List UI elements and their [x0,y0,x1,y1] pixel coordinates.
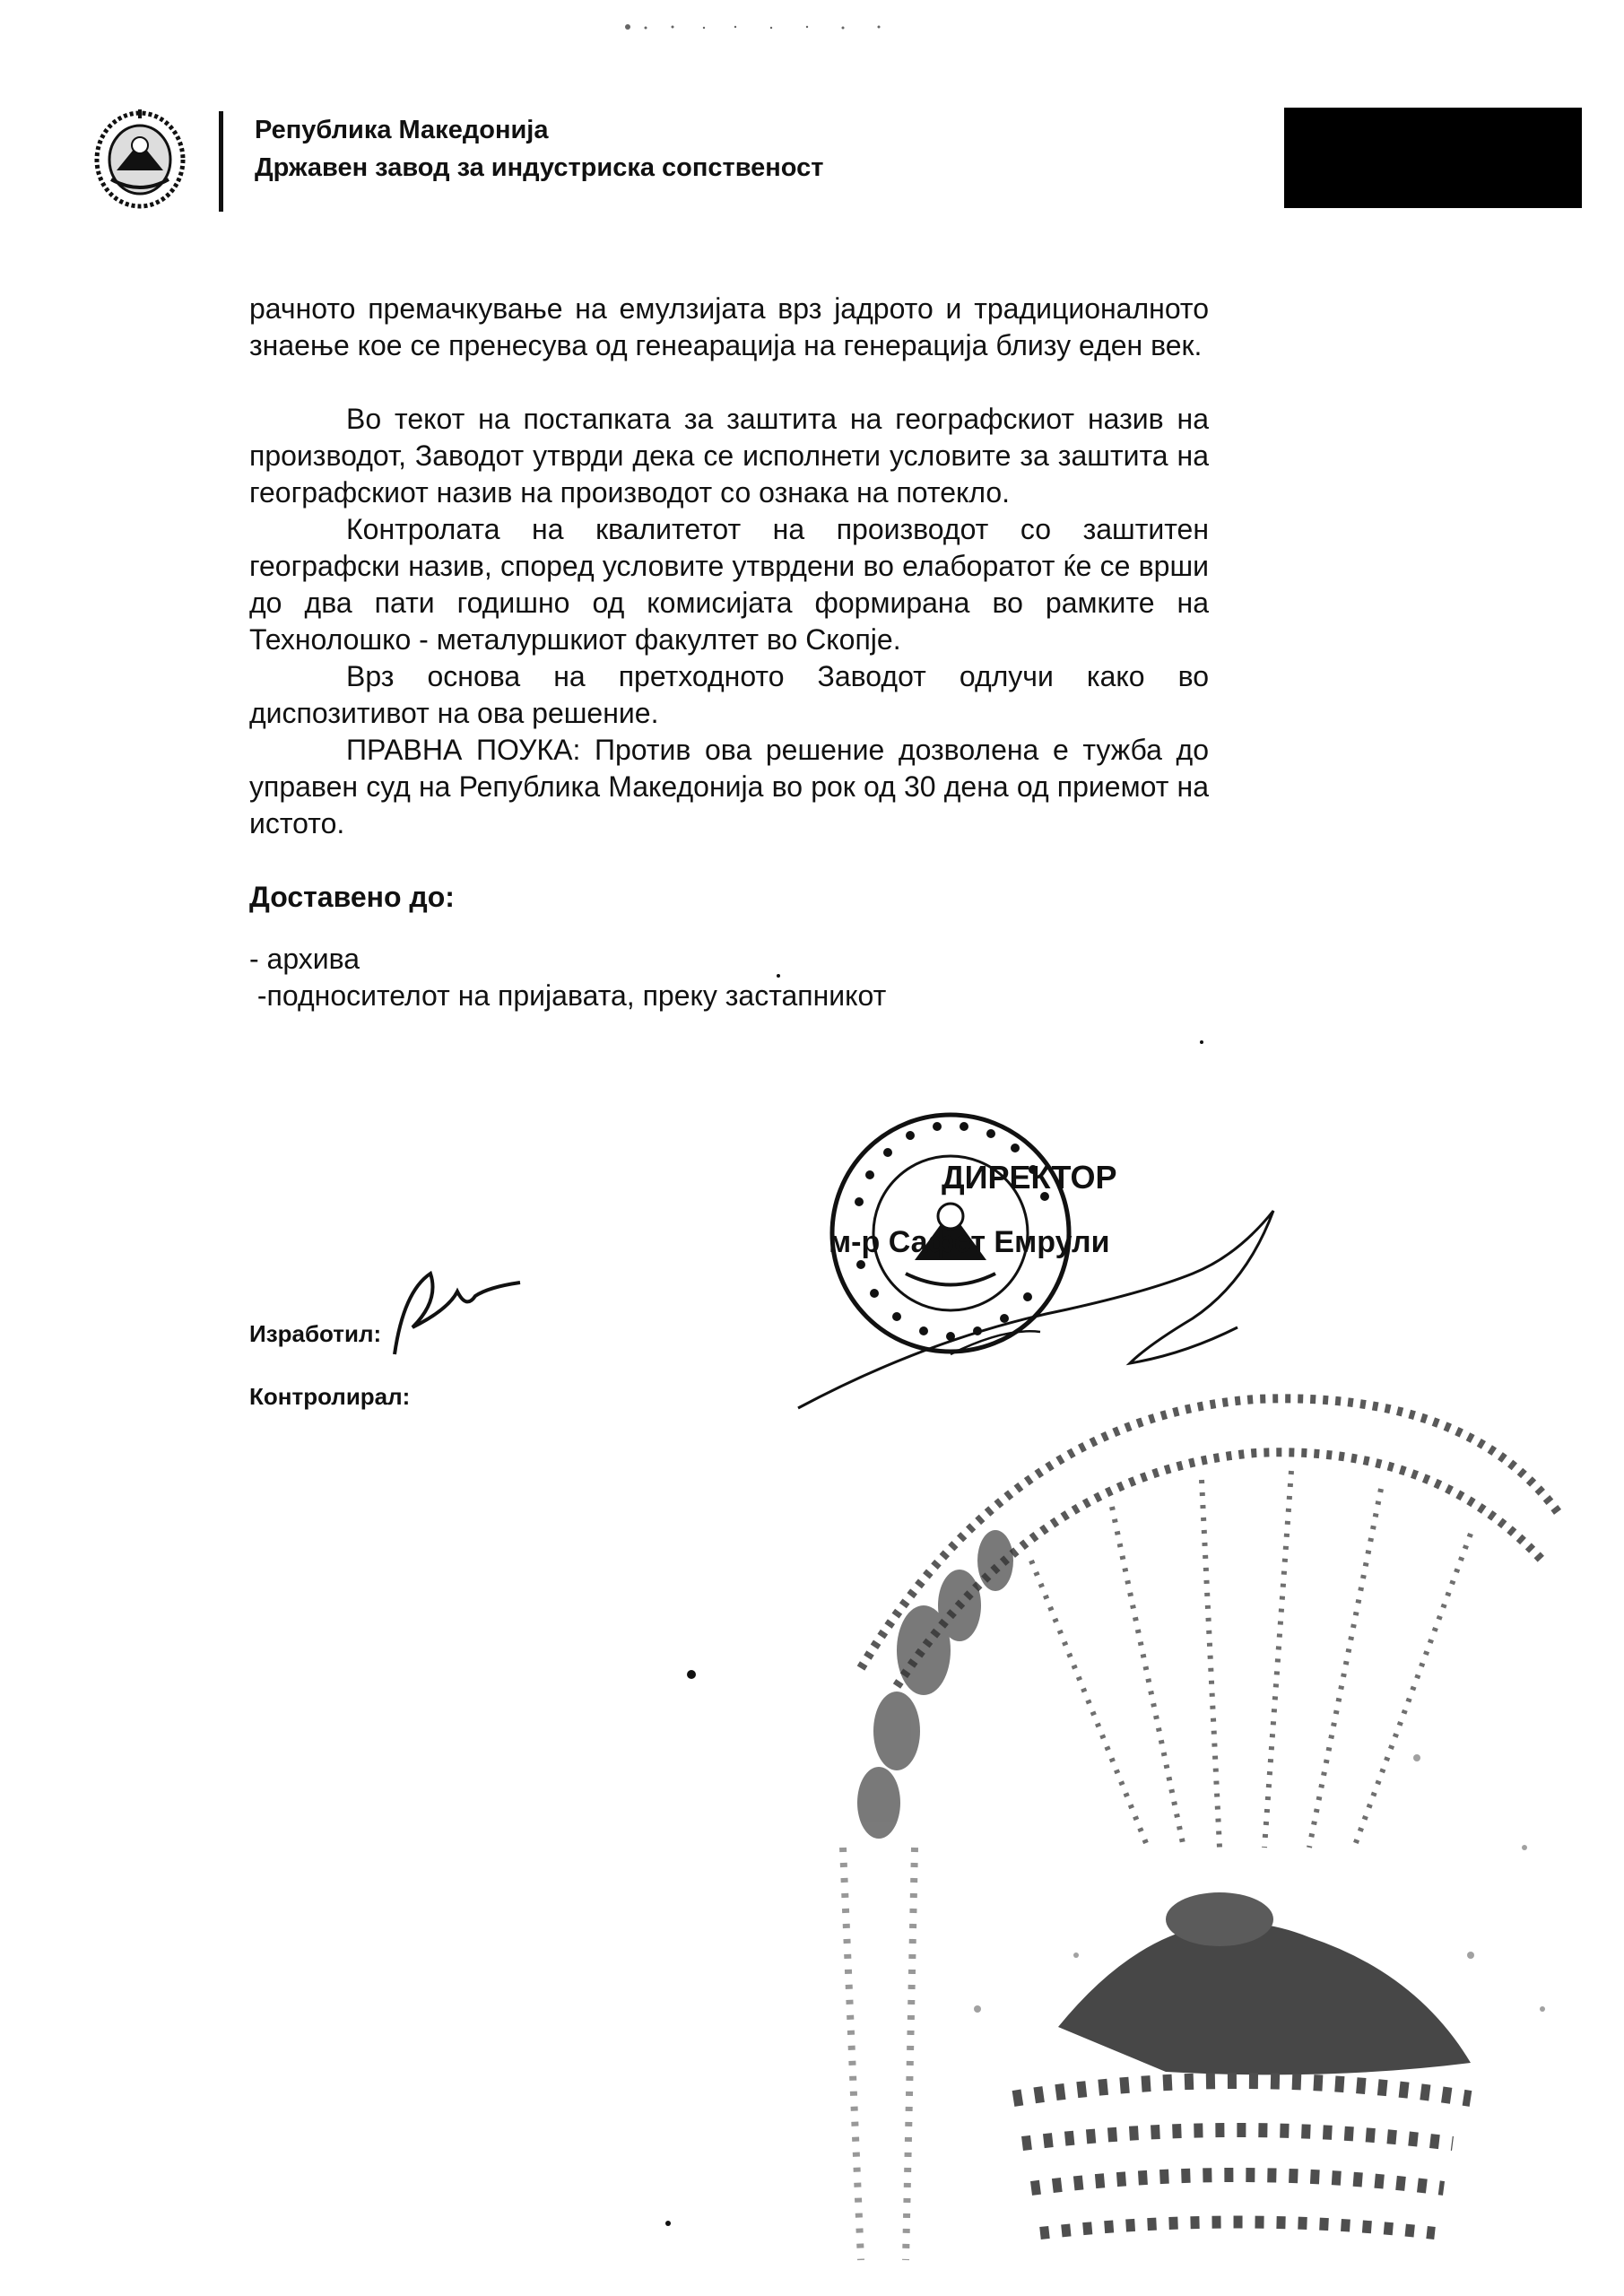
scan-dot [1200,1040,1203,1044]
coat-of-arms-icon [90,106,190,212]
delivery-title: Доставено до: [249,881,455,913]
director-name: м-р Сафет Емрули [829,1225,1110,1259]
header-line-2: Државен завод за индустриска сопственост [255,153,824,182]
scan-artifact [619,20,906,34]
header-organization [255,111,823,187]
paragraph-5: ПРАВНА ПОУКА: Против ова решение дозволена е тужба до управен суд на Република Македонија во рок од 30 дена од приемот на истото. [249,734,1209,839]
initials-scribble [377,1256,529,1363]
scan-dot [687,1670,696,1679]
state-emblem-watermark-icon [789,1381,1578,2278]
paragraph-4: Врз основа на претходното Заводот одлучи како во диспозитивот на ова решение. [249,660,1209,729]
header-divider [219,111,223,212]
scan-dot [665,2221,671,2226]
document-body [249,291,1209,1014]
paragraph-1: рачното премачкување на емулзијата врз јадрото и традиционалното знаење кое се пренесува од генеарација на генерација близу еден век. [249,292,1209,361]
controlled-label: Контролирал: [249,1383,411,1410]
director-title: ДИРЕКТОР [942,1159,1117,1196]
delivery-item-1: - архива [249,943,360,975]
prepared-label: Изработил: [249,1320,382,1347]
scan-dot [777,974,780,978]
paragraph-3: Контролата на квалитетот на производот со заштитен географски назив, според условите утврдени во елаборатот ќе се врши до два пати годишно од комисијата формирана во рамките на Технолошко - металуршкиот факултет во Скопје. [249,513,1209,656]
redaction-block [1284,108,1582,208]
delivery-item-2: -подносителот на пријавата, преку застапникот [249,979,887,1012]
signature-block [771,1103,1309,1426]
header-line-1: Република Македонија [255,116,549,144]
paragraph-2: Во текот на постапката за заштита на географскиот назив на производот, Заводот утврди дека се исполнети условите за заштита на географскиот назив на производот со ознака на потекло. [249,403,1209,509]
